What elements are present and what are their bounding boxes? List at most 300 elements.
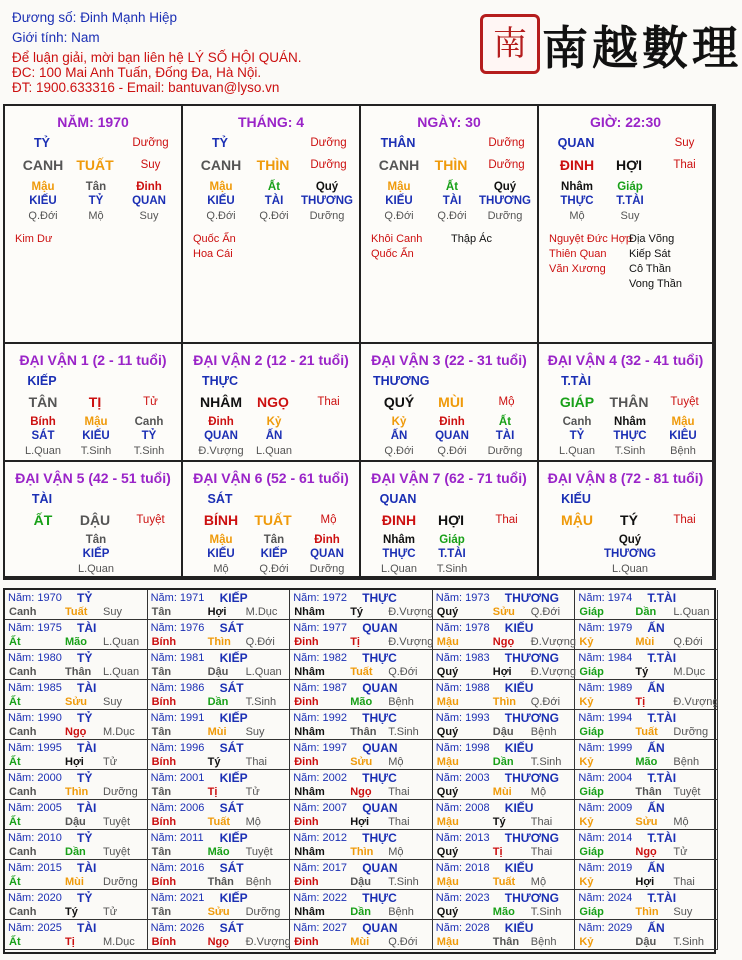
- hidden-star: THƯƠNG: [604, 548, 656, 560]
- year-star: T.TÀI: [647, 771, 677, 785]
- year-label: Năm: 2028: [435, 922, 490, 934]
- year-can: Quý: [436, 726, 459, 738]
- year-star: THƯƠNG: [504, 771, 559, 785]
- year-stage: L.Quan: [103, 636, 140, 648]
- year-label: Năm: 1973: [435, 592, 490, 604]
- dai-van-star: THƯƠNG: [373, 374, 430, 388]
- dai-van-stage: Mộ: [498, 396, 515, 408]
- year-stage: Q.Đới: [245, 636, 275, 648]
- year-star: TỶ: [77, 831, 93, 845]
- year-can: Nhâm: [294, 606, 325, 618]
- year-star: THƯƠNG: [504, 591, 559, 605]
- special-star: Cô Thần: [629, 263, 671, 275]
- dai-van-chi: TUẤT: [254, 512, 292, 528]
- year-star: QUAN: [362, 861, 398, 875]
- year-can: Kỷ: [579, 936, 594, 948]
- year-cell: [433, 650, 576, 680]
- year-label: Năm: 1995: [8, 742, 62, 754]
- year-stage: T.Sinh: [530, 906, 562, 918]
- year-can: Giáp: [579, 606, 604, 618]
- pillar-stage: Dưỡng: [310, 159, 347, 171]
- year-stage: Thai: [673, 876, 695, 888]
- year-chi: Mão: [207, 846, 230, 858]
- pillar-stage: Thai: [673, 159, 696, 171]
- year-can: Giáp: [579, 906, 604, 918]
- year-stage: T.Sinh: [388, 876, 419, 888]
- star-list-left: [371, 232, 422, 262]
- hidden-stem: Đinh: [439, 416, 465, 428]
- year-cell: [290, 920, 433, 950]
- year-can: Nhâm: [294, 726, 325, 738]
- year-star: ẤN: [647, 921, 665, 935]
- dai-van-chi: HỢI: [438, 512, 464, 528]
- dai-van-cell: [5, 344, 183, 462]
- year-star: SÁT: [219, 801, 244, 815]
- year-label: Năm: 2026: [150, 922, 205, 934]
- year-chi: Tuất: [207, 816, 230, 828]
- hidden-stem: Ất: [267, 181, 281, 193]
- special-star: Nguyệt Đức Hợp: [549, 233, 633, 245]
- year-star: KIẾP: [219, 891, 248, 905]
- year-can: Nhâm: [294, 906, 325, 918]
- year-label: Năm: 2003: [435, 772, 490, 784]
- hidden-stage: T.Sinh: [436, 563, 468, 575]
- year-star: ẤN: [647, 801, 665, 815]
- year-stage: Thai: [530, 846, 553, 858]
- pillar-stage: Dưỡng: [488, 159, 525, 171]
- year-star: THỰC: [362, 591, 397, 605]
- dai-van-star: SÁT: [207, 492, 233, 506]
- hidden-stage: Mộ: [213, 563, 229, 575]
- dai-van-title: ĐẠI VẬN 2 (12 - 21 tuổi): [193, 352, 349, 368]
- phone-email-line: ĐT: 1900.633316 - Email: bantuvan@lyso.vn: [12, 80, 280, 95]
- year-cell: [5, 890, 148, 920]
- dai-van-can: MẬU: [561, 512, 593, 528]
- year-can: Tân: [151, 846, 172, 858]
- year-chi: Tị: [207, 786, 218, 798]
- year-stage: Tuyệt: [673, 786, 701, 798]
- special-star: Địa Võng: [629, 233, 675, 245]
- hidden-star: QUAN: [435, 430, 469, 442]
- year-can: Bính: [151, 876, 177, 888]
- hidden-stem: Đinh: [314, 534, 340, 546]
- year-cell: [148, 710, 291, 740]
- year-cell: [5, 740, 148, 770]
- dai-van-star: TÀI: [31, 492, 53, 506]
- year-chi: Ngọ: [350, 786, 372, 798]
- year-label: Năm: 2018: [435, 862, 490, 874]
- year-chi: Tuất: [350, 666, 373, 678]
- hidden-stage: Q.Đới: [259, 563, 289, 575]
- year-chi: Tý: [492, 816, 506, 828]
- year-cell: [5, 590, 148, 620]
- pillar-stage-top: Dưỡng: [488, 137, 525, 149]
- hidden-stem: Quý: [618, 534, 642, 546]
- year-star: THỰC: [362, 711, 397, 725]
- year-chi: Hợi: [350, 816, 370, 828]
- hidden-stem: Canh: [134, 416, 164, 428]
- hidden-stage: T.Sinh: [614, 445, 646, 457]
- dai-van-cell: [361, 462, 539, 578]
- year-chi: Mùi: [207, 726, 227, 738]
- hidden-stage: Dưỡng: [487, 210, 523, 222]
- year-stage: Q.Đới: [673, 636, 703, 648]
- hidden-stage: Dưỡng: [487, 445, 523, 457]
- owner-label: Đương số:: [12, 10, 77, 25]
- pillar-can: CANH: [200, 157, 242, 173]
- year-label: Năm: 1981: [150, 652, 205, 664]
- hidden-stem: Giáp: [617, 181, 643, 193]
- hidden-stem: Ất: [445, 181, 459, 193]
- year-can: Kỷ: [579, 636, 594, 648]
- year-stage: Q.Đới: [388, 666, 418, 678]
- pillar-can: ĐINH: [559, 157, 595, 173]
- year-can: Đinh: [294, 936, 319, 948]
- year-stage: Dưỡng: [103, 786, 138, 798]
- year-label: Năm: 1999: [578, 742, 633, 754]
- year-stage: Dưỡng: [673, 726, 709, 738]
- year-label: Năm: 1974: [578, 592, 633, 604]
- year-label: Năm: 2029: [578, 922, 633, 934]
- year-label: Năm: 2013: [435, 832, 490, 844]
- year-star: QUAN: [362, 741, 398, 755]
- year-cell: [148, 800, 291, 830]
- dai-van-stage: Tuyệt: [136, 514, 165, 526]
- hidden-stage: Q.Đới: [206, 210, 236, 222]
- pillar-title: THÁNG: 4: [237, 114, 305, 130]
- year-stage: Đ.Vượng: [530, 636, 576, 648]
- hidden-star: ẤN: [265, 430, 283, 442]
- year-stage: Thai: [245, 756, 267, 768]
- year-star: THỰC: [362, 651, 397, 665]
- year-chi: Tuất: [492, 876, 516, 888]
- year-can: Tân: [151, 906, 172, 918]
- hidden-stage: Mộ: [88, 210, 104, 222]
- year-chi: Ngọ: [65, 726, 87, 738]
- pillar-chi: THÌN: [434, 157, 468, 173]
- hidden-stage: Q.Đới: [259, 210, 289, 222]
- year-label: Năm: 2008: [435, 802, 490, 814]
- year-chi: Ngọ: [207, 936, 229, 948]
- pillar-chi: TUẤT: [76, 157, 114, 173]
- dai-van-title: ĐẠI VẬN 4 (32 - 41 tuổi): [547, 352, 704, 368]
- dai-van-stage: Thai: [317, 396, 340, 408]
- year-label: Năm: 2002: [293, 772, 347, 784]
- year-chi: Tý: [65, 906, 78, 918]
- year-cell: [5, 800, 148, 830]
- year-label: Năm: 1982: [293, 652, 347, 664]
- gender-label: Giới tính:: [12, 30, 68, 45]
- year-star: ẤN: [647, 621, 665, 635]
- hidden-stem: Mậu: [671, 416, 695, 428]
- year-stage: Mộ: [530, 876, 547, 888]
- year-cell: [148, 770, 291, 800]
- year-label: Năm: 1976: [150, 622, 205, 634]
- pillar-cell: [361, 106, 539, 344]
- dai-van-can: TÂN: [28, 394, 58, 410]
- year-cell: [433, 620, 576, 650]
- year-can: Tân: [151, 786, 172, 798]
- year-stage: Mộ: [388, 756, 404, 768]
- year-stage: Q.Đới: [530, 696, 561, 708]
- year-can: Đinh: [294, 636, 319, 648]
- year-stage: Mộ: [245, 816, 261, 828]
- hidden-stage: Q.Đới: [384, 445, 414, 457]
- dai-van-cell: [539, 462, 714, 578]
- hidden-stem: Nhâm: [614, 416, 646, 428]
- dai-van-title: ĐẠI VẬN 8 (72 - 81 tuổi): [547, 470, 704, 486]
- hidden-stem: Bính: [30, 416, 56, 428]
- hidden-star: TÀI: [264, 195, 284, 207]
- year-chi: Ngọ: [492, 636, 515, 648]
- year-stage: Bệnh: [245, 876, 272, 888]
- hidden-stem: Kỷ: [391, 416, 407, 428]
- year-label: Năm: 1993: [435, 712, 490, 724]
- year-chi: Dậu: [635, 936, 657, 948]
- year-stage: Đ.Vượng: [388, 636, 434, 648]
- year-star: KIẾU: [504, 801, 534, 815]
- year-star: T.TÀI: [647, 591, 677, 605]
- year-star: TÀI: [77, 921, 97, 935]
- year-cell: [290, 680, 433, 710]
- hidden-stem: Quý: [315, 181, 339, 193]
- year-stage: Q.Đới: [530, 606, 561, 618]
- year-star: ẤN: [647, 861, 665, 875]
- year-can: Bính: [151, 636, 177, 648]
- year-label: Năm: 2000: [8, 772, 62, 784]
- star-list-left: [193, 232, 236, 262]
- hidden-stage: T.Sinh: [80, 445, 112, 457]
- year-label: Năm: 1986: [150, 682, 205, 694]
- hidden-star: KIẾP: [260, 548, 288, 560]
- hidden-stage: L.Quan: [558, 445, 596, 457]
- year-chi: Ngọ: [635, 846, 657, 858]
- year-chi: Dần: [207, 696, 229, 708]
- hidden-star: KIẾU: [29, 195, 57, 207]
- dai-van-chi: NGỌ: [257, 394, 289, 410]
- hidden-stem: Ất: [498, 416, 512, 428]
- year-chi: Mão: [65, 636, 87, 648]
- year-chi: Mão: [492, 906, 515, 918]
- year-can: Ất: [9, 756, 21, 768]
- dai-van-title: ĐẠI VẬN 5 (42 - 51 tuổi): [15, 470, 171, 486]
- dai-van-stage: Thai: [673, 514, 696, 526]
- year-star: TỶ: [77, 591, 93, 605]
- hidden-stage: L.Quan: [255, 445, 293, 457]
- hidden-star: KIẾU: [82, 430, 110, 442]
- hidden-stage: Bệnh: [670, 445, 696, 457]
- dai-van-star: THỰC: [201, 374, 239, 388]
- year-star: SÁT: [219, 921, 244, 935]
- year-can: Mậu: [436, 876, 459, 888]
- star-list-right: [451, 232, 492, 247]
- special-star: Vong Thần: [629, 278, 683, 290]
- star-list-left: [549, 232, 632, 277]
- hidden-star: QUAN: [132, 195, 166, 207]
- year-star: KIẾP: [219, 591, 248, 605]
- year-can: Nhâm: [294, 846, 325, 858]
- year-cell: [433, 830, 576, 860]
- year-star: QUAN: [362, 681, 398, 695]
- dai-van-title: ĐẠI VẬN 1 (2 - 11 tuổi): [19, 352, 167, 368]
- year-stage: M.Dục: [103, 726, 135, 738]
- year-cell: [148, 590, 291, 620]
- year-stage: Tuyệt: [103, 846, 131, 858]
- year-can: Kỷ: [579, 756, 594, 768]
- year-label: Năm: 2012: [293, 832, 347, 844]
- hidden-stage: Q.Đới: [437, 210, 467, 222]
- year-star: THƯƠNG: [504, 891, 559, 905]
- special-star: Kiếp Sát: [629, 248, 671, 260]
- year-can: Giáp: [579, 726, 604, 738]
- year-cell: [433, 770, 576, 800]
- year-cell: [575, 680, 718, 710]
- year-label: Năm: 1977: [293, 622, 347, 634]
- year-cell: [575, 830, 718, 860]
- year-can: Đinh: [294, 756, 319, 768]
- year-label: Năm: 2023: [435, 892, 490, 904]
- year-star: THƯƠNG: [504, 831, 559, 845]
- pillar-stage: Suy: [140, 159, 161, 171]
- hidden-star: KIẾU: [385, 195, 413, 207]
- year-star: QUAN: [362, 921, 398, 935]
- dai-van-stage: Thai: [495, 514, 518, 526]
- year-cell: [5, 710, 148, 740]
- dai-van-can: ẤT: [33, 512, 53, 528]
- year-label: Năm: 2017: [293, 862, 347, 874]
- year-stage: Suy: [245, 726, 265, 738]
- year-stage: Mộ: [530, 786, 547, 798]
- owner-line: [12, 10, 177, 25]
- year-cell: [290, 620, 433, 650]
- hidden-star: QUAN: [310, 548, 344, 560]
- year-can: Bính: [151, 936, 177, 948]
- hidden-star: T.TÀI: [616, 195, 644, 207]
- year-label: Năm: 1970: [8, 592, 62, 604]
- year-cell: [575, 740, 718, 770]
- dai-van-cell: [361, 344, 539, 462]
- year-cell: [5, 680, 148, 710]
- pillar-chi: THÌN: [256, 157, 290, 173]
- year-can: Ất: [9, 636, 21, 648]
- year-label: Năm: 1997: [293, 742, 347, 754]
- year-label: Năm: 2016: [150, 862, 205, 874]
- year-stage: T.Sinh: [388, 726, 419, 738]
- year-chi: Sửu: [207, 906, 230, 918]
- year-chi: Sửu: [635, 816, 658, 828]
- year-chi: Thìn: [635, 906, 659, 918]
- year-star: KIẾP: [219, 711, 248, 725]
- year-cell: [148, 920, 291, 950]
- year-label: Năm: 1985: [8, 682, 62, 694]
- year-can: Mậu: [436, 756, 459, 768]
- year-label: Năm: 2020: [8, 892, 62, 904]
- special-star: Khôi Canh: [371, 233, 423, 245]
- year-star: SÁT: [219, 621, 244, 635]
- special-star: Kim Dư: [15, 233, 53, 245]
- year-can: Tân: [151, 606, 172, 618]
- year-chi: Thân: [350, 726, 377, 738]
- year-cell: [433, 590, 576, 620]
- year-cell: [148, 740, 291, 770]
- year-stage: Bệnh: [388, 906, 414, 918]
- year-cell: [433, 740, 576, 770]
- hidden-star: TỶ: [88, 195, 104, 207]
- year-label: Năm: 1987: [293, 682, 347, 694]
- year-label: Năm: 1978: [435, 622, 490, 634]
- year-chi: Sửu: [65, 696, 88, 708]
- year-chi: Tý: [350, 606, 364, 618]
- gender-value: Nam: [71, 30, 100, 45]
- year-can: Giáp: [579, 846, 604, 858]
- year-star: KIẾP: [219, 771, 248, 785]
- year-label: Năm: 2005: [8, 802, 62, 814]
- contact-line: Để luận giải, mời bạn liên hệ LÝ SỐ HỘI QUÁN.: [12, 50, 302, 65]
- pillar-cell: [539, 106, 714, 344]
- hidden-stage: Đ.Vượng: [198, 445, 244, 457]
- year-cell: [575, 770, 718, 800]
- hidden-star: THỰC: [560, 195, 594, 207]
- year-cell: [575, 920, 718, 950]
- year-stage: Suy: [673, 906, 693, 918]
- year-stage: Tuyệt: [103, 816, 131, 828]
- year-cell: [148, 620, 291, 650]
- year-chi: Thân: [492, 936, 520, 948]
- pillar-stage-top: Dưỡng: [310, 137, 347, 149]
- hidden-stage: L.Quan: [24, 445, 62, 457]
- year-chi: Tị: [635, 696, 646, 708]
- pillar-title: GIỜ: 22:30: [589, 114, 662, 130]
- hidden-stem: Tân: [263, 534, 285, 546]
- year-cell: [290, 830, 433, 860]
- hidden-star: KIẾU: [207, 548, 235, 560]
- hidden-star: T.TÀI: [438, 548, 466, 560]
- year-label: Năm: 1991: [150, 712, 205, 724]
- year-cell: [575, 800, 718, 830]
- year-can: Giáp: [579, 666, 604, 678]
- year-stage: Đ.Vượng: [530, 666, 576, 678]
- year-chi: Dần: [65, 846, 86, 858]
- year-stage: Đ.Vượng: [245, 936, 291, 948]
- year-stage: Dưỡng: [245, 906, 281, 918]
- year-stage: Bệnh: [530, 936, 557, 948]
- year-stage: Suy: [103, 696, 122, 708]
- dai-van-cell: [183, 462, 361, 578]
- hidden-stage: Q.Đới: [28, 210, 58, 222]
- year-stage: Thai: [388, 786, 410, 798]
- year-can: Tân: [151, 726, 172, 738]
- year-cell: [433, 860, 576, 890]
- year-label: Năm: 2007: [293, 802, 347, 814]
- hidden-stem: Nhâm: [383, 534, 415, 546]
- year-can: Đinh: [294, 696, 319, 708]
- year-can: Bính: [151, 696, 177, 708]
- year-cell: [433, 890, 576, 920]
- dai-van-star: KIẾU: [561, 492, 591, 506]
- year-star: KIẾP: [219, 831, 248, 845]
- logo: [480, 8, 742, 78]
- year-cell: [290, 770, 433, 800]
- hidden-stage: Q.Đới: [384, 210, 414, 222]
- year-star: SÁT: [219, 861, 244, 875]
- year-chi: Thân: [207, 876, 234, 888]
- year-cell: [290, 710, 433, 740]
- year-star: KIẾU: [504, 681, 534, 695]
- year-can: Mậu: [436, 936, 459, 948]
- year-can: Đinh: [294, 876, 319, 888]
- year-star: TÀI: [77, 801, 97, 815]
- year-can: Nhâm: [294, 786, 325, 798]
